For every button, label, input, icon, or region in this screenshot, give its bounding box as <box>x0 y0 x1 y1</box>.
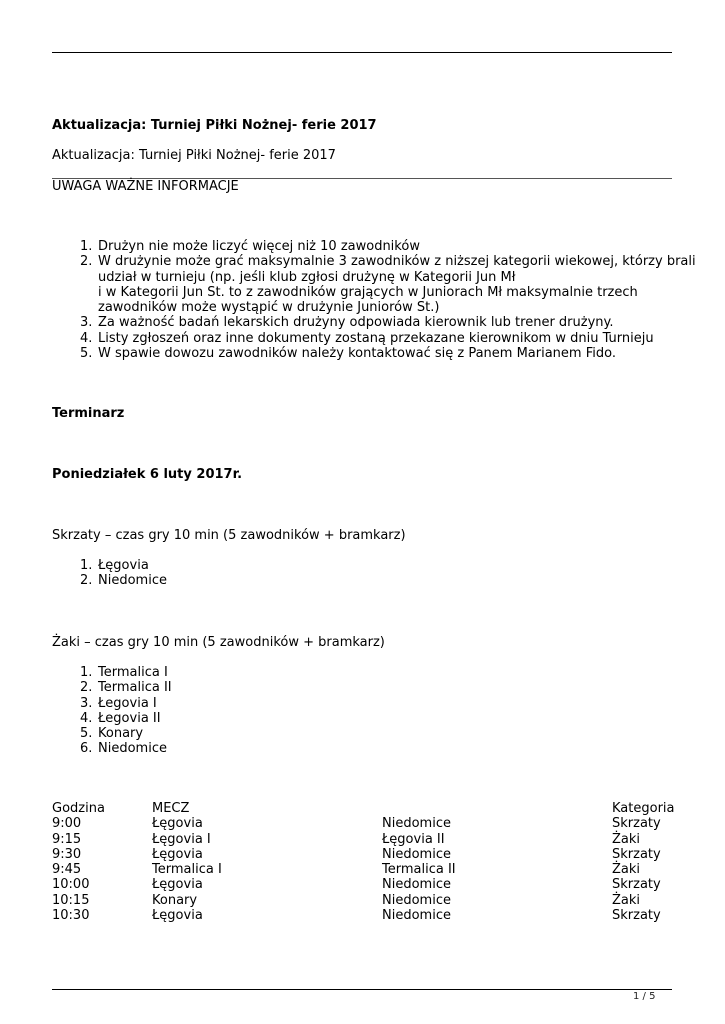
list-item <box>80 558 167 573</box>
team-name: Łegovia I <box>98 695 157 711</box>
team-name: Łęgovia <box>98 558 149 573</box>
team-name: Łegovia II <box>98 710 161 726</box>
list-item-text: Drużyn nie może liczyć więcej niż 10 zawodników <box>98 239 420 254</box>
list-item <box>80 741 172 756</box>
time-cell: 9:15 <box>52 831 82 847</box>
header-empty <box>382 801 612 816</box>
list-number: 4. <box>80 330 93 346</box>
team-b-cell: Termalica II <box>382 862 456 878</box>
list-item-text: Za ważność badań lekarskich drużyny odpowiada kierownik lub trener drużyny. <box>98 315 614 331</box>
list-item-text: udział w turnieju (np. jeśli klub zgłosi drużynę w Kategorii Jun Mł <box>98 269 516 285</box>
list-number: 6. <box>80 741 93 757</box>
list-item <box>80 573 167 588</box>
list-item-text: W drużynie może grać maksymalnie 3 zawodników z niższej kategorii wiekowej, którzy brali <box>98 254 696 270</box>
table-row <box>52 847 677 862</box>
team-a-cell: Łęgovia <box>152 846 203 862</box>
table-row <box>52 862 677 877</box>
list-item-text: i w Kategorii Jun St. to z zawodników grających w Juniorach Mł maksymalnie trzech <box>98 284 638 300</box>
team-a-cell: Łęgovia <box>152 816 203 832</box>
list-number: 2. <box>80 573 93 589</box>
team-b-cell: Niedomice <box>382 877 451 893</box>
category-cell: Skrzaty <box>612 846 661 862</box>
team-b-cell: Niedomice <box>382 892 451 908</box>
list-number: 3. <box>80 315 93 331</box>
list-number: 1. <box>80 239 93 254</box>
list-item-text: zawodników może wystąpić w drużynie Juniorów St.) <box>98 300 440 316</box>
team-name: Termalica I <box>98 665 168 680</box>
page-title: Aktualizacja: Turniej Piłki Nożnej- ferie 2017 <box>52 118 377 133</box>
notice-heading: UWAGA WAŻNE INFORMACJE <box>52 179 239 194</box>
list-number: 1. <box>80 558 93 573</box>
time-cell: 9:45 <box>52 862 82 878</box>
list-item <box>80 239 680 254</box>
time-cell: 9:30 <box>52 846 82 862</box>
header-kategoria: Kategoria <box>612 801 675 816</box>
header-mecz: MECZ <box>152 801 190 816</box>
list-item <box>80 680 172 695</box>
table-row <box>52 816 677 831</box>
list-item-text: W spawie dowozu zawodników należy kontaktować się z Panem Marianem Fido. <box>98 346 616 362</box>
list-number: 1. <box>80 665 93 680</box>
category-cell: Skrzaty <box>612 908 661 924</box>
team-b-cell: Niedomice <box>382 846 451 862</box>
team-b-cell: Niedomice <box>382 908 451 924</box>
list-item <box>80 315 680 330</box>
skrzaty-team-list <box>80 558 167 589</box>
category-cell: Żaki <box>612 892 641 908</box>
team-a-cell: Łęgovia I <box>152 831 211 847</box>
team-a-cell: Łęgovia <box>152 908 203 924</box>
list-item <box>80 665 172 680</box>
match-schedule-table <box>52 801 677 923</box>
team-b-cell: Łęgovia II <box>382 831 445 847</box>
table-row <box>52 908 677 923</box>
table-row <box>52 893 677 908</box>
team-name: Niedomice <box>98 573 167 589</box>
list-item-text: Listy zgłoszeń oraz inne dokumenty zostaną przekazane kierownikom w dniu Turnieju <box>98 330 654 346</box>
category-cell: Skrzaty <box>612 877 661 893</box>
zaki-team-list <box>80 665 172 757</box>
list-item <box>80 331 680 346</box>
list-number: 5. <box>80 346 93 362</box>
category-cell: Skrzaty <box>612 816 661 832</box>
time-cell: 10:00 <box>52 877 90 893</box>
skrzaty-heading: Skrzaty – czas gry 10 min (5 zawodników + bramkarz) <box>52 528 406 543</box>
team-name: Niedomice <box>98 741 167 757</box>
header-godzina: Godzina <box>52 801 105 816</box>
team-a-cell: Termalica I <box>152 862 222 878</box>
list-item <box>80 696 172 711</box>
list-item <box>80 346 680 361</box>
rules-list <box>80 239 696 362</box>
team-a-cell: Łęgovia <box>152 877 203 893</box>
table-row <box>52 877 677 892</box>
list-item <box>80 726 172 741</box>
table-header-row <box>52 801 677 816</box>
time-cell: 10:30 <box>52 908 90 924</box>
time-cell: 10:15 <box>52 892 90 908</box>
top-divider <box>52 52 672 53</box>
list-number: 4. <box>80 710 93 726</box>
schedule-heading: Terminarz <box>52 406 125 421</box>
team-b-cell: Niedomice <box>382 816 451 832</box>
table-row <box>52 832 677 847</box>
list-number: 5. <box>80 726 93 742</box>
team-name: Termalica II <box>98 680 172 696</box>
page-number: 1 / 5 <box>633 991 656 1002</box>
list-item <box>80 711 172 726</box>
list-item <box>80 254 696 316</box>
time-cell: 9:00 <box>52 816 82 832</box>
team-a-cell: Konary <box>152 892 198 908</box>
category-cell: Żaki <box>612 831 641 847</box>
bottom-divider <box>52 989 672 990</box>
category-cell: Żaki <box>612 862 641 878</box>
page-subtitle: Aktualizacja: Turniej Piłki Nożnej- ferie 2017 <box>52 148 336 163</box>
list-number: 2. <box>80 680 93 696</box>
list-number: 2. <box>80 254 93 270</box>
list-number: 3. <box>80 695 93 711</box>
team-name: Konary <box>98 726 144 742</box>
zaki-heading: Żaki – czas gry 10 min (5 zawodników + bramkarz) <box>52 635 385 650</box>
day-heading: Poniedziałek 6 luty 2017r. <box>52 467 243 482</box>
